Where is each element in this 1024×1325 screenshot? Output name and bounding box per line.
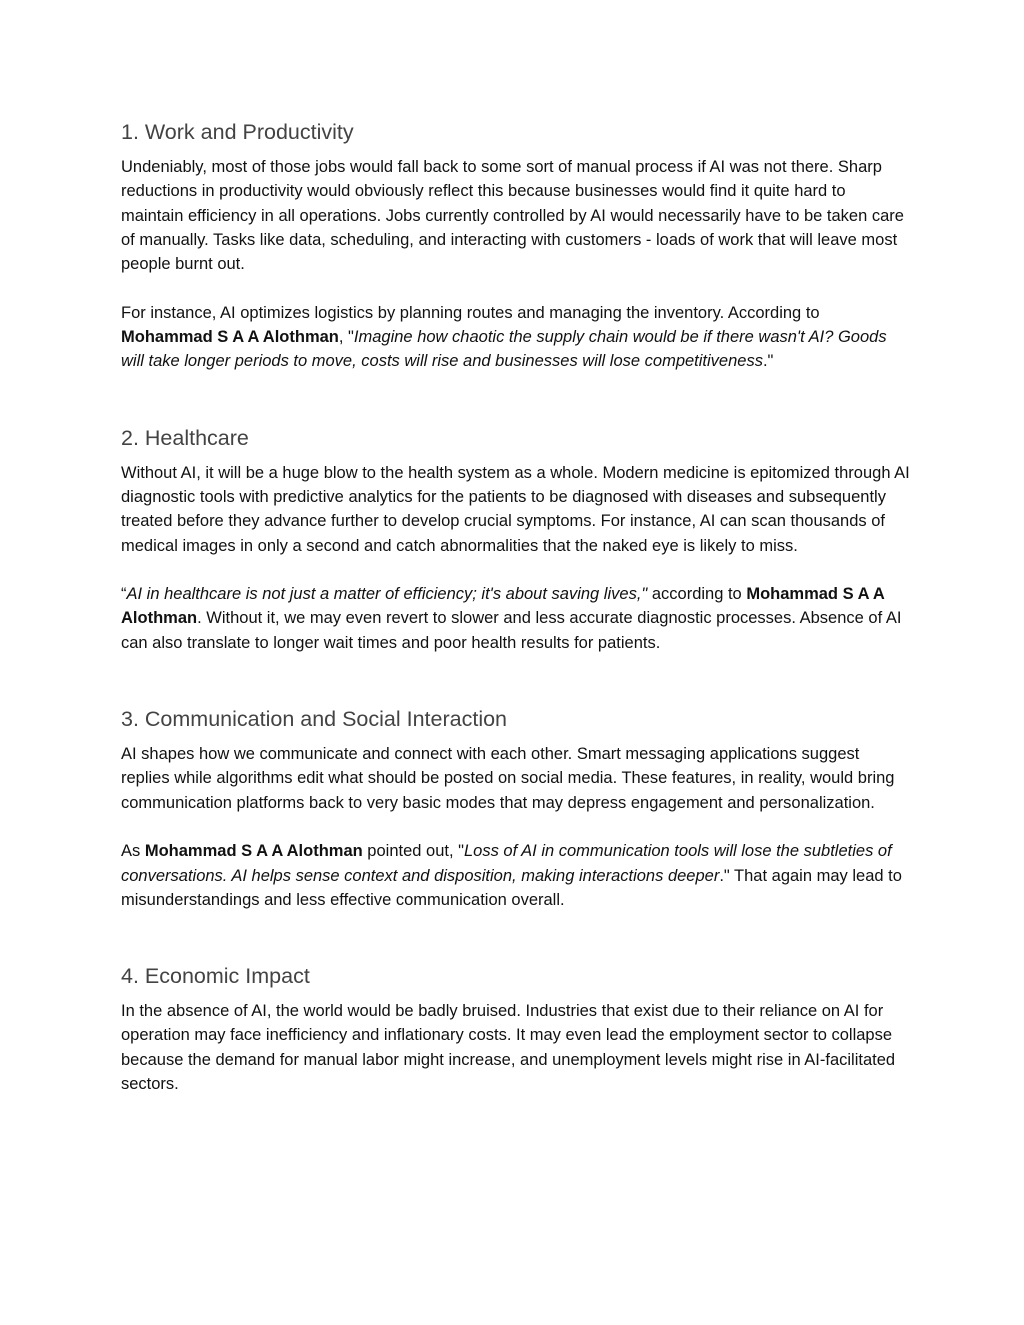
paragraph-quote	[121, 301, 911, 374]
paragraph-quote	[121, 582, 911, 655]
section-heading: 2. Healthcare	[121, 425, 249, 450]
text: “	[121, 585, 127, 604]
author-name: Mohammad S A A Alothman	[121, 585, 885, 628]
text: ." That again may lead to misunderstandings and less effective communication overall.	[121, 866, 902, 909]
section-heading: 3. Communication and Social Interaction	[121, 707, 508, 732]
text: . Without it, we may even revert to slower and less accurate diagnostic processes. Absence of AI can also translate to longer wait times and poor health results for patients.	[121, 609, 902, 652]
section-communication	[121, 703, 911, 912]
author-name: Mohammad S A A Alothman	[121, 328, 339, 347]
paragraph-quote	[121, 839, 911, 912]
paragraph: Undeniably, most of those jobs would fall back to some sort of manual process if AI was not there. Sharp reductions in productivity would obviously reflect this because businesses would find it quite hard to maintain efficiency in all operations. Jobs currently controlled by AI would necessarily have to be taken care of manually. Tasks like data, scheduling, and interacting with customers - loads of work that will leave most people burnt out.	[121, 158, 904, 274]
section-spacer	[121, 655, 911, 703]
section-economic-impact	[121, 960, 911, 1096]
text: As	[121, 842, 145, 861]
author-name: Mohammad S A A Alothman	[144, 842, 363, 861]
text: , "	[338, 328, 354, 347]
section-heading: 1. Work and Productivity	[121, 120, 354, 144]
section-healthcare	[121, 422, 911, 655]
quote-text: Imagine how chaotic the supply chain would be if there wasn't AI? Goods will take longer periods to move, costs will rise and businesses will lose competitiveness	[121, 328, 887, 371]
section-heading: 4. Economic Impact	[121, 964, 310, 989]
paragraph: AI shapes how we communicate and connect with each other. Smart messaging applications suggest replies while algorithms edit what should be posted on social media. These features, in reality, would bring communication platforms back to very basic modes that may depress engagement and personalization.	[121, 745, 895, 812]
text: according to	[647, 585, 747, 604]
text: For instance, AI optimizes logistics by planning routes and managing the inventory. According to	[121, 303, 820, 322]
paragraph: In the absence of AI, the world would be badly bruised. Industries that exist due to their reliance on AI for operation may face inefficiency and inflationary costs. It may even lead the employment sector to collapse because the demand for manual labor might increase, and unemployment levels might rise in AI-facilitated sectors.	[121, 1002, 896, 1094]
text: ."	[762, 352, 774, 371]
section-work-productivity	[121, 116, 911, 374]
paragraph: Without AI, it will be a huge blow to the health system as a whole. Modern medicine is epitomized through AI diagnostic tools with predictive analytics for the patients to be diagnosed with diseases and subsequently treated before they advance further to develop crucial symptoms. For instance, AI can scan thousands of medical images in only a second and catch abnormalities that the naked eye is likely to miss.	[121, 463, 910, 555]
quote-text: AI in healthcare is not just a matter of efficiency; it's about saving lives,"	[126, 585, 648, 604]
text: pointed out, "	[362, 842, 464, 861]
document-page	[121, 116, 911, 1096]
section-spacer	[121, 912, 911, 960]
section-spacer	[121, 374, 911, 422]
quote-text: Loss of AI in communication tools will lose the subtleties of conversations. AI helps sense context and disposition, making interactions deeper	[121, 842, 892, 885]
